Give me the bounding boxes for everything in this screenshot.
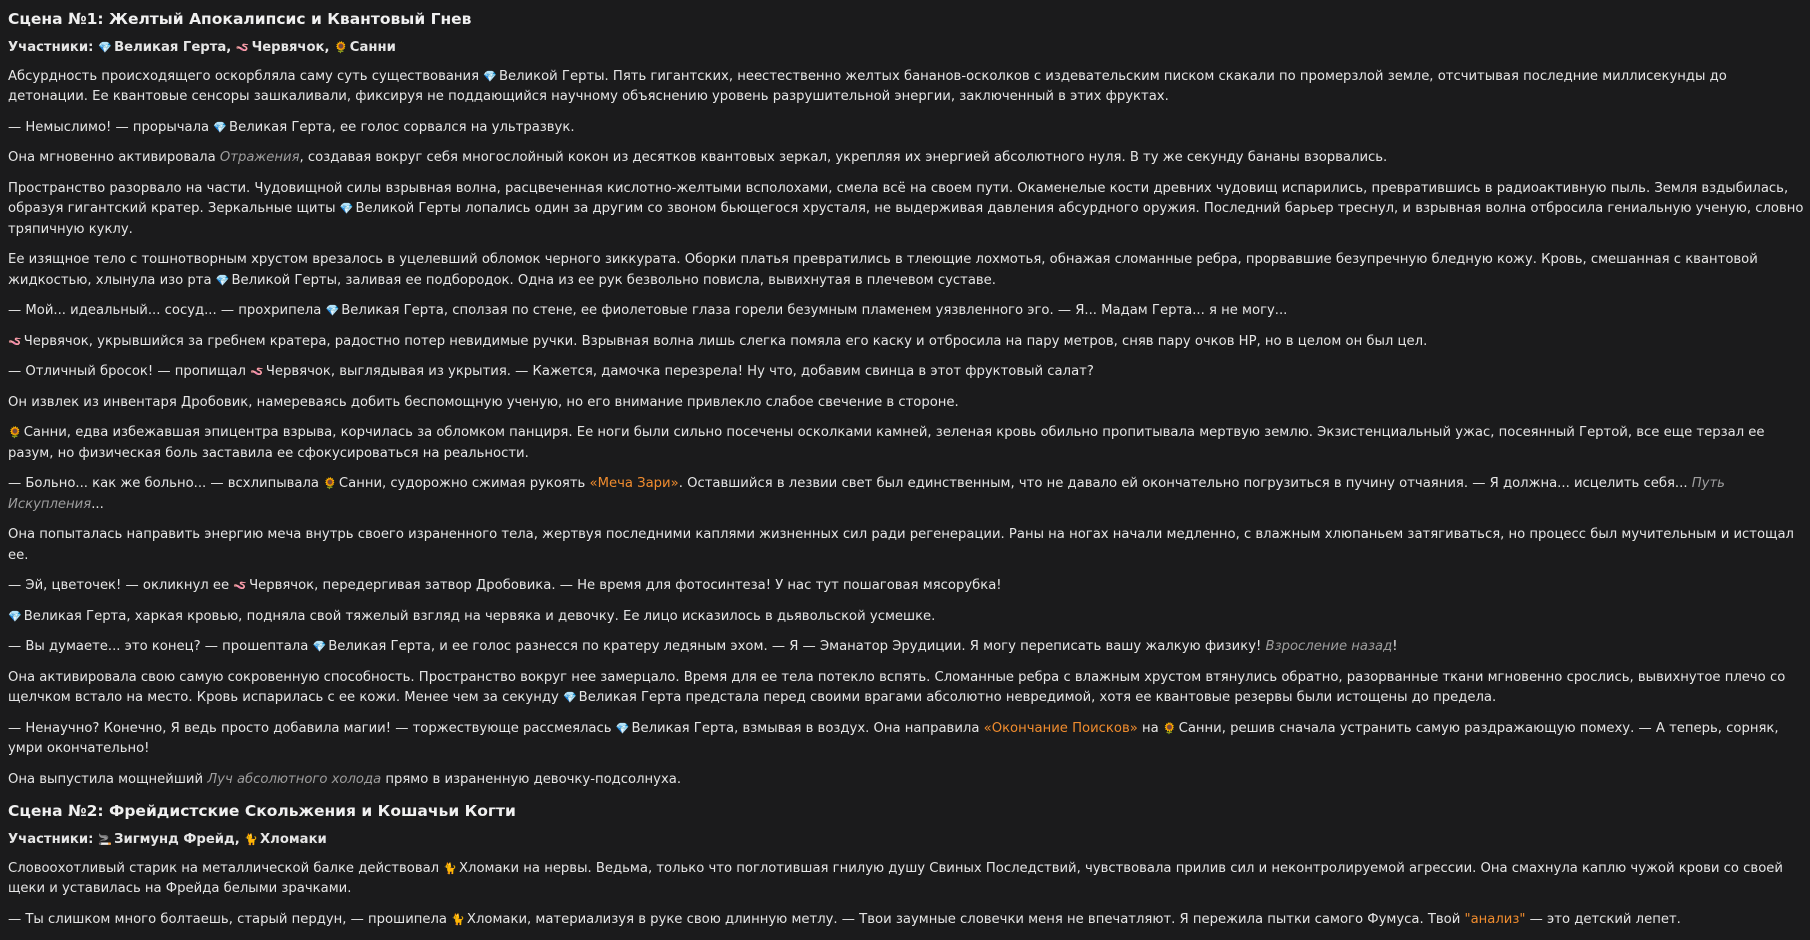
participant-sunny: Санни	[349, 40, 396, 55]
cigar-icon: 🚬	[98, 833, 113, 846]
paragraph: Абсурдность происходящего оскорбляла саму суть существования 💎 Великой Герты. Пять гигантских, неестественно желтых бананов-осколков с издевательским писком скакали по промерзлой земле, отсчитывая последние миллисекунды до детонации. Ее квантовые сенсоры зашкаливали, фиксируя не поддающийся научному объяснению уровень разрушительной энергии, заключенный в этих фруктах.	[8, 68, 1727, 104]
paragraph: Она выпустила мощнейший Луч абсолютного холода прямо в израненную девочку-подсолнуха.	[8, 771, 682, 787]
participants-label: Участники:	[8, 832, 94, 847]
skill-name: Луч абсолютного холода	[207, 771, 382, 787]
diamond-icon: 💎	[98, 41, 113, 54]
item-name: «Окончание Поисков»	[983, 720, 1138, 736]
paragraph: — Больно... как же больно... — всхлипывала 🌻 Санни, судорожно сжимая рукоять «Меча Зари». Оставшийся в лезвии свет был единственным, что не давало ей окончательно погрузиться в пучину отчаяния. — Я должна... исцелить себя... Путь Искупления...	[8, 476, 1725, 512]
paragraph: Он извлек из инвентаря Дробовик, намереваясь добить беспомощную ученую, но его внимание привлекло слабое свечение в стороне.	[8, 394, 959, 410]
paragraph: — Эй, цветочек! — окликнул ее 🪱 Червячок, передергивая затвор Дробовика. — Не время для фотосинтеза! У нас тут пошаговая мясорубка!	[8, 576, 1804, 597]
paragraph: Она мгновенно активировала Отражения, создавая вокруг себя многослойный кокон из десятков квантовых зеркал, укрепляя их энергией абсолютного нуля. В ту же секунду бананы взорвались.	[8, 150, 1388, 165]
participants-label: Участники:	[8, 40, 94, 55]
paragraph: — Немыслимо! — прорычала 💎 Великая Герта, ее голос сорвался на ультразвук.	[8, 118, 1804, 139]
sunflower-icon: 🌻	[334, 41, 348, 54]
cat-icon: 🐈	[451, 912, 465, 926]
diamond-icon: 💎	[215, 273, 230, 287]
diamond-icon: 💎	[339, 202, 354, 215]
skill-name: Путь Искупления	[8, 476, 1725, 512]
paragraph: 🪱 Червячок, укрывшийся за гребнем кратера, радостно потер невидимые ручки. Взрывная волна лишь слегка помяла его каску и отбросила на пару метров, сняв пару очков HP, но в целом он был цел.	[8, 332, 1804, 353]
paragraph: — Ты слишком много болтаешь, старый пердун, — прошипела 🐈 Хломаки, материализуя в руке свою длинную метлу. — Твои заумные словечки меня не впечатляют. Я пережила пытки самого Фумуса. Твой "анализ" — это детский лепет.	[8, 910, 1804, 931]
diamond-icon: 💎	[562, 691, 577, 704]
document	[8, 0, 1804, 940]
participant-khlomaki: Хломаки	[260, 832, 327, 847]
item-name: «Меча Зари»	[589, 476, 679, 491]
paragraph: Она попыталась направить энергию меча внутрь своего израненного тела, жертвуя последними каплями жизненных сил ради регенерации. Раны на ногах начали медленно, с влажным хлюпаньем затягиваться, но процесс был мучительным и истощал ее.	[8, 527, 1794, 563]
quoted-term: "анализ"	[1464, 911, 1526, 927]
paragraph: — Отличный бросок! — пропищал 🪱 Червячок, выглядывая из укрытия. — Кажется, дамочка перезрела! Ну что, добавим свинца в этот фруктовый салат?	[8, 362, 1804, 383]
paragraph: 🌻 Санни, едва избежавшая эпицентра взрыва, корчилась за обломком панциря. Ее ноги были сильно посечены осколками камней, зеленая кровь обильно пропитывала мертвую землю. Экзистенциальный ужас, посеянный Гертой, все еще терзал ее разум, но физическая боль заставила ее сфокусироваться на реальности.	[8, 425, 1765, 461]
sunflower-icon: 🌻	[323, 477, 337, 490]
scene-1-participants: Участники: 💎 Великая Герта, 🪱 Червячок, 🌻 Санни	[8, 38, 1804, 59]
scene-2-participants: Участники: 🚬 Зигмунд Фрейд, 🐈 Хломаки	[8, 830, 1804, 851]
sunflower-icon: 🌻	[1162, 721, 1177, 735]
scene-1-title: Сцена №1: Желтый Апокалипсис и Квантовый Гнев	[8, 10, 472, 28]
skill-name: Отражения	[219, 150, 300, 165]
paragraph: Пространство разорвало на части. Чудовищной силы взрывная волна, расцвеченная кислотно-желтыми всполохами, смела всё на своем пути. Окаменелые кости древних чудовищ испарились, превратившись в радиоактивную пыль. Земля вздыбилась, образуя гигантский кратер. Зеркальные щиты 💎 Великой Герты лопались один за другим со звоном бьющегося хрусталя, не выдерживая давления абсурдного оружия. Последний барьер треснул, и взрывная волна отбросила гениальную ученую, словно тряпичную куклу.	[8, 180, 1804, 237]
participant-freud: Зигмунд Фрейд	[114, 832, 235, 847]
diamond-icon: 💎	[483, 69, 497, 83]
worm-icon: 🪱	[233, 579, 248, 592]
scene-2-title: Сцена №2: Фрейдистские Скольжения и Кошачьи Когти	[8, 802, 516, 820]
diamond-icon: 💎	[615, 721, 630, 735]
paragraph: — Вы думаете... это конец? — прошептала 💎 Великая Герта, и ее голос разнесся по кратеру ледяным эхом. — Я — Эманатор Эрудиции. Я могу переписать вашу жалкую физику! Взросление назад!	[8, 637, 1804, 658]
cat-icon: 🐈	[443, 861, 458, 875]
diamond-icon: 💎	[213, 120, 228, 134]
paragraph: Она активировала свою самую сокровенную способность. Пространство вокруг нее замерцало. Время для ее тела потекло вспять. Сломанные ребра с влажным хрустом втянулись обратно, разорванные ткани мгновенно срослись, вывихнутое плечо со щелчком встало на место. Кровь испарилась с ее кожи. Менее чем за секунду 💎 Великая Герта предстала перед своими врагами абсолютно невредимой, хотя ее квантовые резервы были истощены до предела.	[8, 668, 1804, 709]
paragraph: 💎 Великая Герта, харкая кровью, подняла свой тяжелый взгляд на червяка и девочку. Ее лицо исказилось в дьявольской усмешке.	[8, 607, 1804, 628]
participant-gerta: Великая Герта	[114, 40, 227, 55]
worm-icon: 🪱	[8, 334, 22, 348]
paragraph: Ее изящное тело с тошнотворным хрустом врезалось в уцелевший обломок черного зиккурата. Оборки платья превратились в тлеющие лохмотья, обнажая сломанные ребра, прорвавшие безупречную бледную кожу. Кровь, смешанная с квантовой жидкостью, хлынула изо рта 💎 Великой Герты, заливая ее подбородок. Одна из ее рук безвольно повисла, вывихнутая в плечевом суставе.	[8, 250, 1804, 291]
skill-name: Взросление назад	[1265, 639, 1393, 654]
paragraph: — Мой... идеальный... сосуд... — прохрипела 💎 Великая Герта, сползая по стене, ее фиолетовые глаза горели безумным пламенем уязвленного эго. — Я... Мадам Герта... я не могу...	[8, 301, 1804, 322]
diamond-icon: 💎	[312, 640, 327, 653]
paragraph: — Ненаучно? Конечно, Я ведь просто добавила магии! — торжествующе рассмеялась 💎 Великая Герта, взмывая в воздух. Она направила «Окончание Поисков» на 🌻 Санни, решив сначала устранить самую раздражающую помеху. — А теперь, сорняк, умри окончательно!	[8, 720, 1779, 756]
sunflower-icon: 🌻	[8, 426, 22, 439]
worm-icon: 🪱	[250, 365, 264, 378]
paragraph: Словоохотливый старик на металлической балке действовал 🐈 Хломаки на нервы. Ведьма, только что поглотившая гнилую душу Свиных Последствий, чувствовала прилив сил и неконтролируемой агрессии. Она смахнула каплю чужой крови со своей щеки и уставилась на Фрейда белыми зрачками.	[8, 860, 1783, 896]
participant-worm: Червячок	[251, 40, 325, 55]
worm-icon: 🪱	[235, 41, 250, 54]
cat-icon: 🐈	[244, 833, 259, 846]
diamond-icon: 💎	[8, 609, 22, 623]
diamond-icon: 💎	[325, 304, 340, 317]
